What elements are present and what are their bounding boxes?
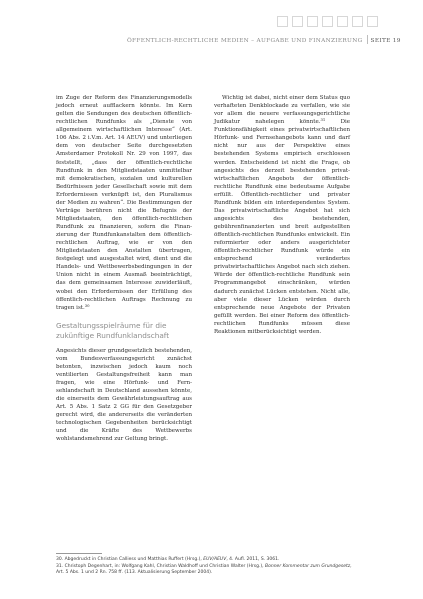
footnote-ref-30[interactable]: 30 <box>84 302 90 308</box>
running-header <box>127 35 413 45</box>
header-divider <box>367 35 368 44</box>
page-number: SEITE 19 <box>370 38 401 44</box>
decorative-square <box>352 16 363 27</box>
footnote-30-text: 30. Abgedruckt in Christian Calliess und Matthias Ruffert (Hrsg.), <box>56 557 204 562</box>
footnotes <box>56 557 356 577</box>
decorative-square <box>367 16 378 27</box>
footnote-30-text-end: , 4. Aufl. 2011, S. 3061. <box>226 557 280 562</box>
footnote-31-text: 31. Christoph Degenhart, in: Wolfgang Kahl, Christian Waldhoff und Christian Walter (Hrsg.), <box>56 563 266 569</box>
footnote-divider <box>56 553 102 554</box>
right-column <box>214 94 350 336</box>
left-paragraph-1 <box>56 94 192 312</box>
left-column <box>56 94 192 443</box>
left-paragraph-2: Angesichts dieser grundgesetzlich bestehenden, vom Bundesverfassungsgericht zunächst betonten, inzwischen jedoch kaum noch ventilierten Gestaltungsfreiheit kann man fragen, wie eine Hörfunk- und Fernsehlandschaft in Deutschland aussehen könnte, die einerseits dem Gewährleistungsauftrag aus Art. 5 Abs. 1 Satz 2 GG für den Gesetzgeber gerecht wird, die andererseits die veränderten technologischen Gegebenheiten berücksichtigt und die Kräfte des Wettbewerbs wohlstandsmehrend zur Geltung bringt. <box>56 347 192 443</box>
footnote-ref-31[interactable]: 31 <box>320 117 326 123</box>
right-paragraph-1-text-a: Wichtig ist dabei, nicht einer dem Status quo verhafteten Denkblockade zu verfallen, wie sie vor allem die neuere verfassungsgerichtliche Judikatur nahelegen könnte. <box>214 95 350 126</box>
decorative-square <box>292 16 303 27</box>
decorative-square <box>337 16 348 27</box>
footnote-30 <box>56 557 356 564</box>
left-paragraph-1-text: im Zuge der Reform des Finanzierungsmodells jedoch erneut aufflackern könnte. Im Kern gelten die Sendungen des deutschen öffentlich-rechtlichen Rundfunks als „Dienste von allgemeinem wirtschaftlichen Interesse“ (Art. 106 Abs. 2 i.V.m. Art. 14 AEUV) und unterliegen dem von deutscher Seite durchgesetzten Amsterdamer Protokoll Nr. 29 von 1997, das feststellt, „dass der öffentlich-rechtliche Rundfunk in den Mitgliedstaaten unmittelbar mit demokratischen, sozialen und kulturellen Bedürfnissen jeder Gesellschaft sowie mit dem Erfordernissen verknüpft ist, den Pluralismus der Medien zu wahren“. Die Bestimmungen der Verträge berühren nicht die Befugnis der Mitgliedstaaten, den öffentlich-rechtlichen Rundfunk zu finanzieren, sofern die Finanzierung der Rundfunkanstalten dem öffentlich-rechtlichen Auftrag, wie er von den Mitgliedstaaten den Anstalten übertragen, festgelegt und ausgestaltet wird, dient und die Handels- und Wettbewerbsbedingungen in der Union nicht in einem Ausmaß beeinträchtigt, das dem gemeinsamen Interesse zuwiderläuft, wobei den Erfordernissen der Erfüllung des öffentlich-rechtlichen Auftrags Rechnung zu tragen ist. <box>56 95 192 311</box>
decorative-square <box>277 16 288 27</box>
section-subheading: Gestaltungsspielräume für die zukünftige Rundfunklandschaft <box>56 320 170 340</box>
footnote-30-title: EUV/AEUV <box>203 557 227 562</box>
right-paragraph-1-text-b: Die Funktionsfähigkeit eines privatwirtschaftlichen Hörfunk- und Fernsehangebots kann und darf nicht nur aus der Perspektive eines bestehenden Systems empirisch erschlossen werden. Entscheidend ist nicht die Frage, ob angesichts des derzeit bestehenden privatwirtschaftlichen Angebots der öffentlich-rechtliche Rundfunk eine bedeutsame Aufgabe erfüllt. Öffentlich-rechtlicher und privater Rundfunk bilden ein interdependentes System. Das privatwirtschaftliche Angebot hat sich angesichts des bestehenden, gebührenfinanzierten und breit aufgestellten öffentlich-rechtlichen Rundfunks entwickelt. Ein reformierter oder anders ausgerichteter öffentlich-rechtlicher Rundfunk würde ein entsprechend verändertes privatwirtschaftliches Angebot nach sich ziehen. Würde der öffentlich-rechtliche Rundfunk sein Programmangebot einschränken, würden dadurch zunächst Lücken entstehen. Nicht alle, aber viele dieser Lücken würden durch entsprechende neue Angebote der Privaten gefüllt werden. Bei einer Reform des öffentlich-rechtlichen Rundfunks müssen diese Reaktionen mitberücksichtigt werden. <box>214 119 350 335</box>
decorative-square <box>307 16 318 27</box>
footnote-31 <box>56 564 356 577</box>
footnote-31-title: Bonner Kommentar zum Grundgesetz <box>265 563 351 569</box>
decorative-square <box>322 16 333 27</box>
decorative-squares <box>277 16 377 30</box>
footnote-31-text-end: , Art. 5 Abs. 1 und 2 Rn. 758 ff. (113. Aktualisierung September 2004). <box>56 563 352 576</box>
right-paragraph-1 <box>214 94 350 336</box>
running-title: ÖFFENTLICH-RECHTLICHE MEDIEN – AUFGABE UND FINANZIERUNG <box>127 38 363 44</box>
